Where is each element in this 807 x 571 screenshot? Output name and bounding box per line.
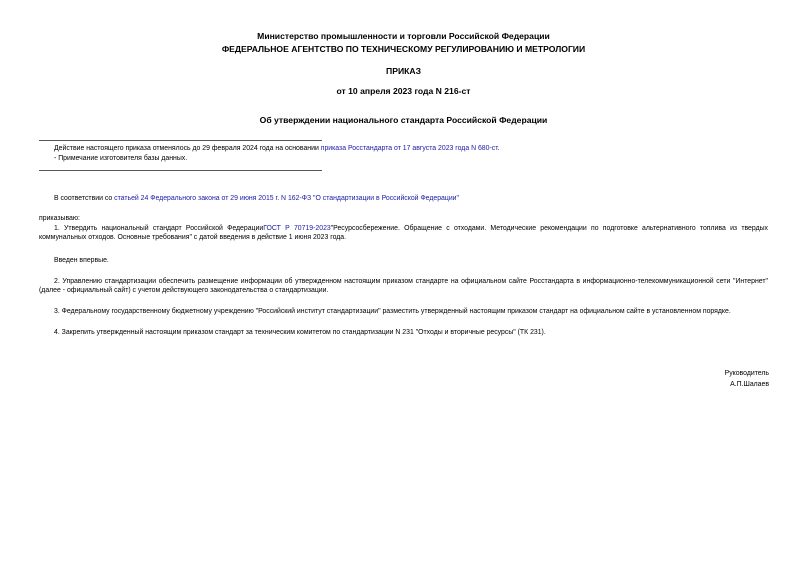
order-item-1-rest: "Ресурсосбережение. Обращение с отходами. Методические рекомендации по подготовке альтернативного топлива из твердых коммунальных отходов. Основные требования" с датой введения в действие 1 июня 2023 года.	[39, 225, 768, 241]
ministry-name: Министерство промышленности и торговли Российской Федерации	[257, 31, 550, 41]
validity-note-end: .	[497, 145, 500, 152]
order-item-2: 2. Управлению стандартизации обеспечить размещение информации об утвержденном настоящим приказом стандарте на официальном сайте Росстандарта в информационно-телекоммуникационной сети "Интернет" (далее - официальный сайт) с учетом действующего законодательства о стандартизации.	[39, 278, 768, 294]
signatory-name: А.П.Шалаев	[730, 381, 769, 388]
order-word: приказываю:	[39, 215, 80, 222]
order-item-1-start: 1. Утвердить национальный стандарт Российской Федерации	[54, 225, 264, 232]
document-type: ПРИКАЗ	[386, 66, 421, 76]
order-item-3: 3. Федеральному государственному бюджетному учреждению "Российский институт стандартизации" разместить утвержденный настоящим приказом стандарт на официальном сайте в установленном порядке.	[54, 308, 731, 315]
validity-note	[54, 144, 500, 153]
preamble	[54, 194, 459, 203]
first-time-note: Введен впервые.	[54, 257, 109, 264]
order-item-4: 4. Закрепить утвержденный настоящим приказом стандарт за техническим комитетом по стандартизации N 231 "Отходы и вторичные ресурсы" (ТК 231).	[54, 329, 546, 336]
validity-note-text: Действие настоящего приказа отменялось до 29 февраля 2024 года на основании	[54, 145, 321, 152]
document-subject: Об утверждении национального стандарта Российской Федерации	[259, 115, 548, 125]
database-remark: - Примечание изготовителя базы данных.	[54, 155, 188, 162]
validity-note-link[interactable]: приказа Росстандарта от 17 августа 2023 года N 680-ст	[320, 145, 498, 152]
gost-standard-link[interactable]: ГОСТ Р 70719-2023	[263, 225, 331, 232]
note-bottom-divider	[39, 170, 322, 171]
signatory-title: Руководитель	[724, 370, 769, 377]
document-date-number: от 10 апреля 2023 года N 216-ст	[336, 86, 471, 96]
note-top-divider	[39, 140, 322, 141]
preamble-text: В соответствии со	[54, 195, 115, 202]
agency-name: ФЕДЕРАЛЬНОЕ АГЕНТСТВО ПО ТЕХНИЧЕСКОМУ РЕГУЛИРОВАНИЮ И МЕТРОЛОГИИ	[221, 44, 586, 54]
federal-law-link[interactable]: статьей 24 Федерального закона от 29 июня 2015 г. N 162-ФЗ "О стандартизации в Российской Федерации"	[114, 195, 459, 202]
order-item-1	[39, 224, 768, 242]
